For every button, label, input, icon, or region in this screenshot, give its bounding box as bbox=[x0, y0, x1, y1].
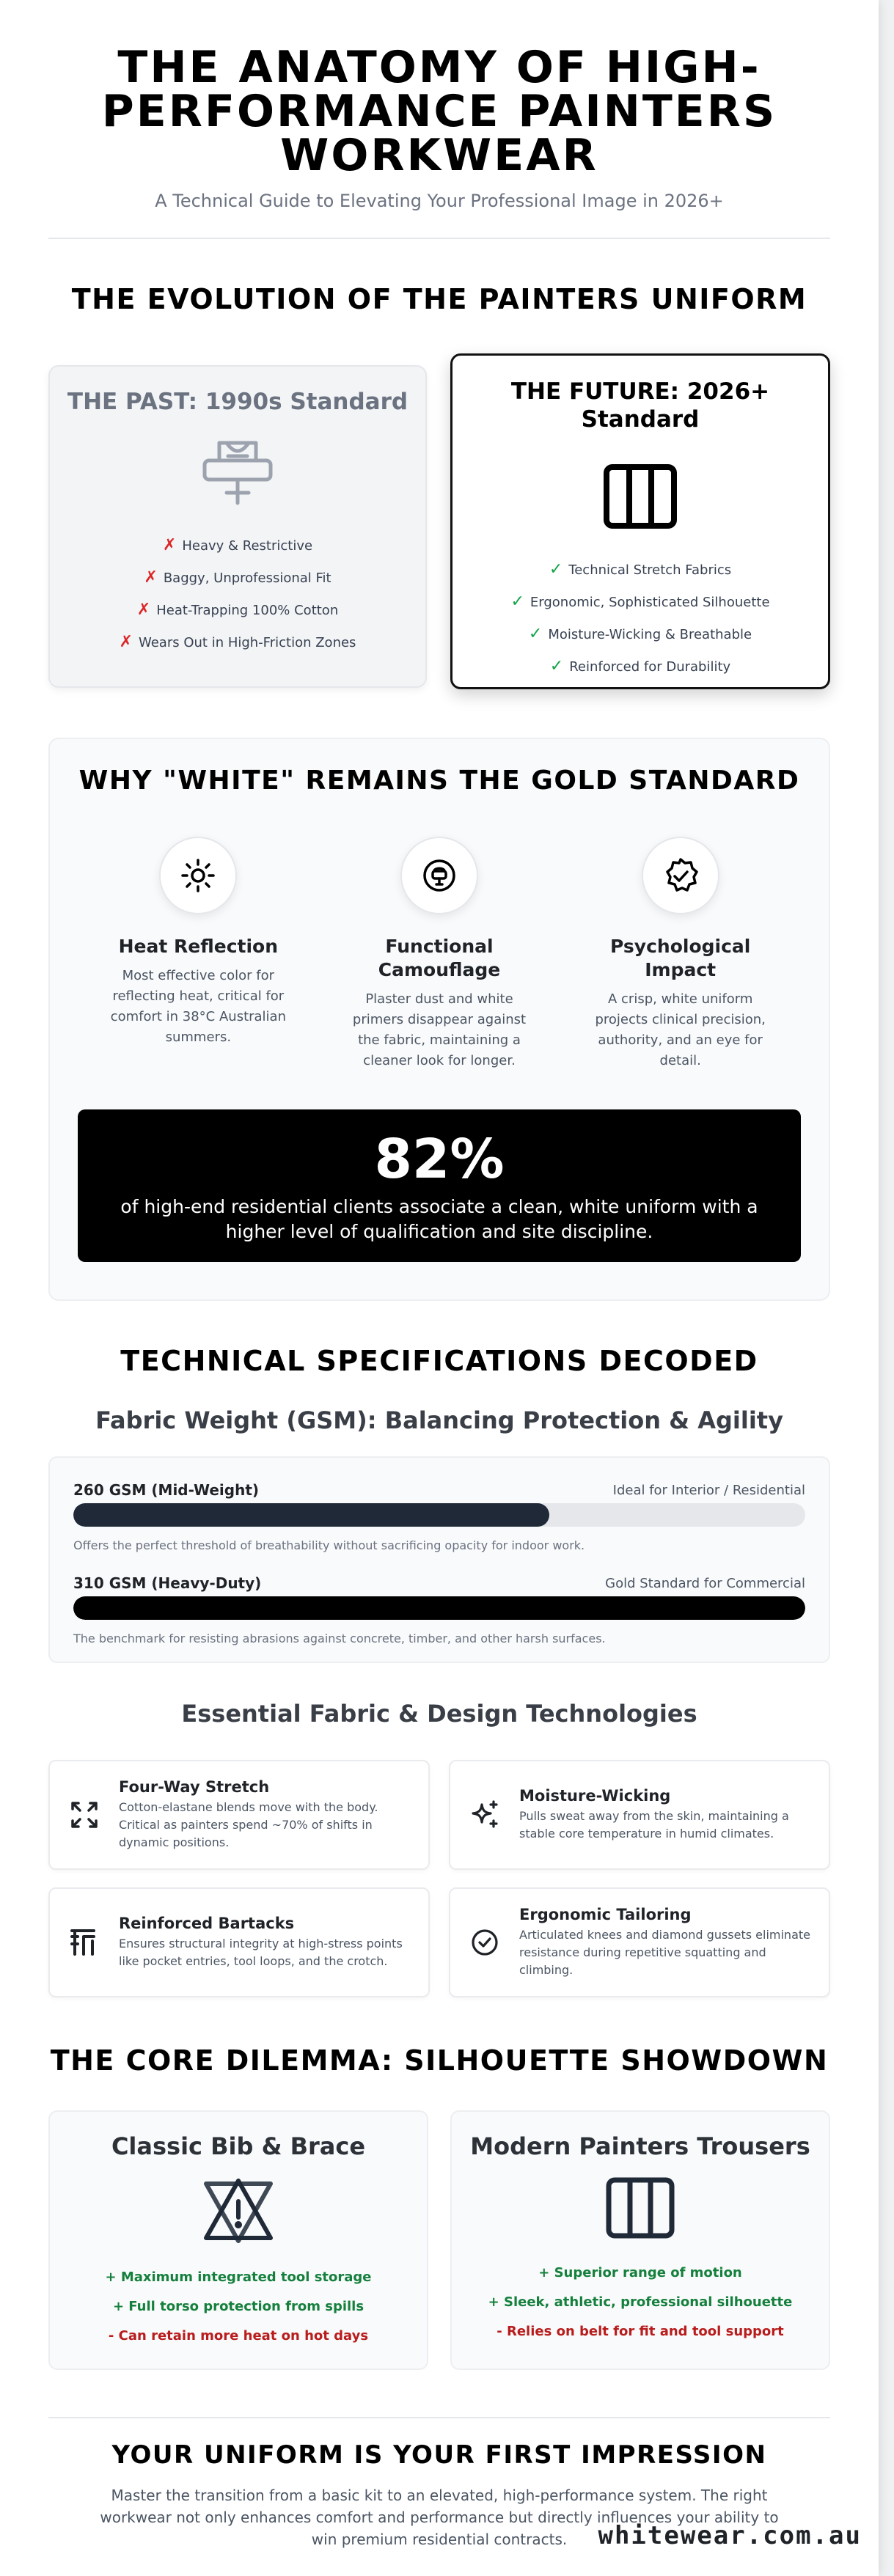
check-icon: ✓ bbox=[549, 657, 564, 675]
paint-roller-icon bbox=[400, 837, 478, 914]
brand-url: whitewear.com.au bbox=[598, 2521, 862, 2550]
list-item: + Full torso protection from spills bbox=[112, 2299, 364, 2314]
footer-title: YOUR UNIFORM IS YOUR FIRST IMPRESSION bbox=[111, 2440, 767, 2470]
sparkles-icon bbox=[466, 1799, 503, 1831]
gsm-tag: Ideal for Interior / Residential bbox=[612, 1482, 805, 1498]
gsm-bar bbox=[73, 1596, 805, 1620]
cross-icon: ✗ bbox=[136, 601, 151, 619]
tech-title: Four-Way Stretch bbox=[119, 1778, 270, 1796]
list-item: - Relies on belt for fit and tool support bbox=[497, 2324, 784, 2339]
tech-desc: Cotton-elastane blends move with the body. Critical as painters spend ~70% of shifts in dynamic positions. bbox=[119, 1800, 378, 1849]
list-item: ✗ Heat-Trapping 100% Cotton bbox=[136, 601, 339, 619]
page-title: THE ANATOMY OF HIGH-PERFORMANCE PAINTERS WORKWEAR bbox=[101, 42, 777, 181]
list-item: + Superior range of motion bbox=[538, 2265, 742, 2280]
check-icon: ✓ bbox=[528, 625, 543, 643]
gsm-bar bbox=[73, 1503, 805, 1527]
list-item: + Maximum integrated tool storage bbox=[105, 2269, 372, 2285]
future-title: THE FUTURE: 2026+ Standard bbox=[510, 378, 770, 433]
gsm-name: 260 GSM (Mid-Weight) bbox=[73, 1481, 260, 1499]
tech-card-reinforced-bartacks bbox=[48, 1887, 430, 1997]
gsm-bar-fill bbox=[73, 1503, 549, 1527]
stat-value: 82% bbox=[374, 1128, 505, 1191]
feature-desc: Plaster dust and white primers disappear against the fabric, maintaining a cleaner look for longer. bbox=[352, 991, 527, 1068]
tech-title: Essential Fabric & Design Technologies bbox=[181, 1700, 697, 1728]
check-icon: ✓ bbox=[549, 560, 563, 579]
trousers-icon bbox=[452, 2176, 829, 2239]
list-item: ✗ Wears Out in High-Friction Zones bbox=[119, 633, 356, 651]
list-item: + Sleek, athletic, professional silhouette bbox=[488, 2294, 793, 2310]
silhouette-card-bib bbox=[48, 2110, 428, 2370]
feature-desc: Most effective color for reflecting heat, critical for comfort in 38°C Australian summers. bbox=[110, 968, 286, 1045]
silhouette-list bbox=[452, 2258, 829, 2346]
past-list bbox=[65, 529, 411, 658]
feature-title: Functional Camouflage bbox=[378, 936, 501, 980]
trousers-icon bbox=[467, 463, 813, 530]
cross-icon: ✗ bbox=[144, 568, 158, 587]
stat-text: of high-end residential clients associate a clean, white uniform with a higher level of qualification and site discipline. bbox=[120, 1196, 758, 1242]
past-title: THE PAST: 1990s Standard bbox=[67, 389, 408, 415]
list-item: ✓ Reinforced for Durability bbox=[549, 657, 731, 675]
tech-desc: Articulated knees and diamond gussets eliminate resistance during repetitive squatting and climbing. bbox=[519, 1928, 810, 1977]
tech-card-four-way-stretch bbox=[48, 1760, 430, 1870]
white-standard-title: WHY "WHITE" REMAINS THE GOLD STANDARD bbox=[78, 766, 800, 796]
worn-shirt-icon bbox=[65, 434, 411, 507]
stat-callout bbox=[78, 1109, 801, 1262]
feature-title: Psychological Impact bbox=[610, 936, 751, 980]
feature-heat-reflection bbox=[78, 837, 319, 1071]
silhouette-list bbox=[50, 2263, 427, 2351]
silhouette-title: THE CORE DILEMMA: SILHOUETTE SHOWDOWN bbox=[50, 2044, 829, 2077]
past-card bbox=[48, 365, 427, 688]
badge-check-icon bbox=[642, 837, 719, 914]
gsm-name: 310 GSM (Heavy-Duty) bbox=[73, 1574, 262, 1592]
gsm-bar-fill bbox=[73, 1596, 805, 1620]
cross-icon: ✗ bbox=[119, 633, 133, 651]
footer-text: Master the transition from a basic kit to an elevated, high-performance system. The right workwear not only enhances comfort and performance but directly influences your ability to win premium residential contracts. bbox=[100, 2487, 779, 2548]
stitching-icon bbox=[66, 1926, 103, 1959]
evolution-title: THE EVOLUTION OF THE PAINTERS UNIFORM bbox=[71, 283, 807, 315]
list-item: ✗ Heavy & Restrictive bbox=[162, 536, 313, 554]
tech-title: Reinforced Bartacks bbox=[119, 1915, 295, 1932]
feature-psychological-impact bbox=[560, 837, 801, 1071]
list-item: ✗ Baggy, Unprofessional Fit bbox=[144, 568, 331, 587]
page-subtitle: A Technical Guide to Elevating Your Professional Image in 2026+ bbox=[155, 191, 724, 211]
tech-card-ergonomic-tailoring bbox=[449, 1887, 830, 1997]
check-circle-icon bbox=[466, 1928, 503, 1957]
footer-divider bbox=[48, 2417, 830, 2418]
future-card bbox=[450, 353, 830, 689]
silhouette-comparison bbox=[48, 2110, 830, 2370]
cross-icon: ✗ bbox=[162, 536, 177, 554]
feature-functional-camouflage bbox=[319, 837, 560, 1071]
silhouette-card-title: Classic Bib & Brace bbox=[111, 2132, 366, 2160]
warning-triangle-icon bbox=[50, 2176, 427, 2244]
list-item: ✓ Technical Stretch Fabrics bbox=[549, 560, 732, 579]
list-item: ✓ Ergonomic, Sophisticated Silhouette bbox=[510, 592, 770, 611]
gsm-item-mid bbox=[73, 1481, 805, 1552]
feature-list bbox=[78, 837, 801, 1071]
gsm-panel bbox=[48, 1456, 830, 1663]
tech-grid bbox=[48, 1760, 830, 1997]
feature-title: Heat Reflection bbox=[118, 936, 279, 957]
future-list bbox=[467, 554, 813, 683]
silhouette-card-title: Modern Painters Trousers bbox=[470, 2132, 810, 2160]
specs-title: TECHNICAL SPECIFICATIONS DECODED bbox=[120, 1345, 758, 1377]
gsm-item-heavy bbox=[73, 1574, 805, 1645]
evolution-comparison bbox=[48, 353, 830, 689]
tech-title: Ergonomic Tailoring bbox=[519, 1906, 692, 1923]
list-item: ✓ Moisture-Wicking & Breathable bbox=[528, 625, 752, 643]
sun-icon bbox=[159, 837, 237, 914]
list-item: - Can retain more heat on hot days bbox=[108, 2328, 369, 2344]
header-divider bbox=[48, 238, 830, 239]
gsm-note: The benchmark for resisting abrasions against concrete, timber, and other harsh surfaces. bbox=[73, 1632, 606, 1645]
silhouette-card-trousers bbox=[450, 2110, 830, 2370]
tech-title: Moisture-Wicking bbox=[519, 1787, 671, 1805]
gsm-note: Offers the perfect threshold of breathability without sacrificing opacity for indoor work. bbox=[73, 1538, 585, 1552]
check-icon: ✓ bbox=[510, 592, 524, 611]
gsm-tag: Gold Standard for Commercial bbox=[605, 1575, 805, 1591]
tech-desc: Pulls sweat away from the skin, maintaining a stable core temperature in humid climates. bbox=[519, 1809, 789, 1841]
expand-arrows-icon bbox=[66, 1800, 103, 1830]
gsm-title: Fabric Weight (GSM): Balancing Protection & Agility bbox=[95, 1406, 783, 1434]
tech-desc: Ensures structural integrity at high-stress points like pocket entries, tool loops, and the crotch. bbox=[119, 1937, 403, 1968]
tech-card-moisture-wicking bbox=[449, 1760, 830, 1870]
feature-desc: A crisp, white uniform projects clinical precision, authority, and an eye for detail. bbox=[595, 991, 766, 1068]
white-standard-section bbox=[48, 738, 830, 1301]
